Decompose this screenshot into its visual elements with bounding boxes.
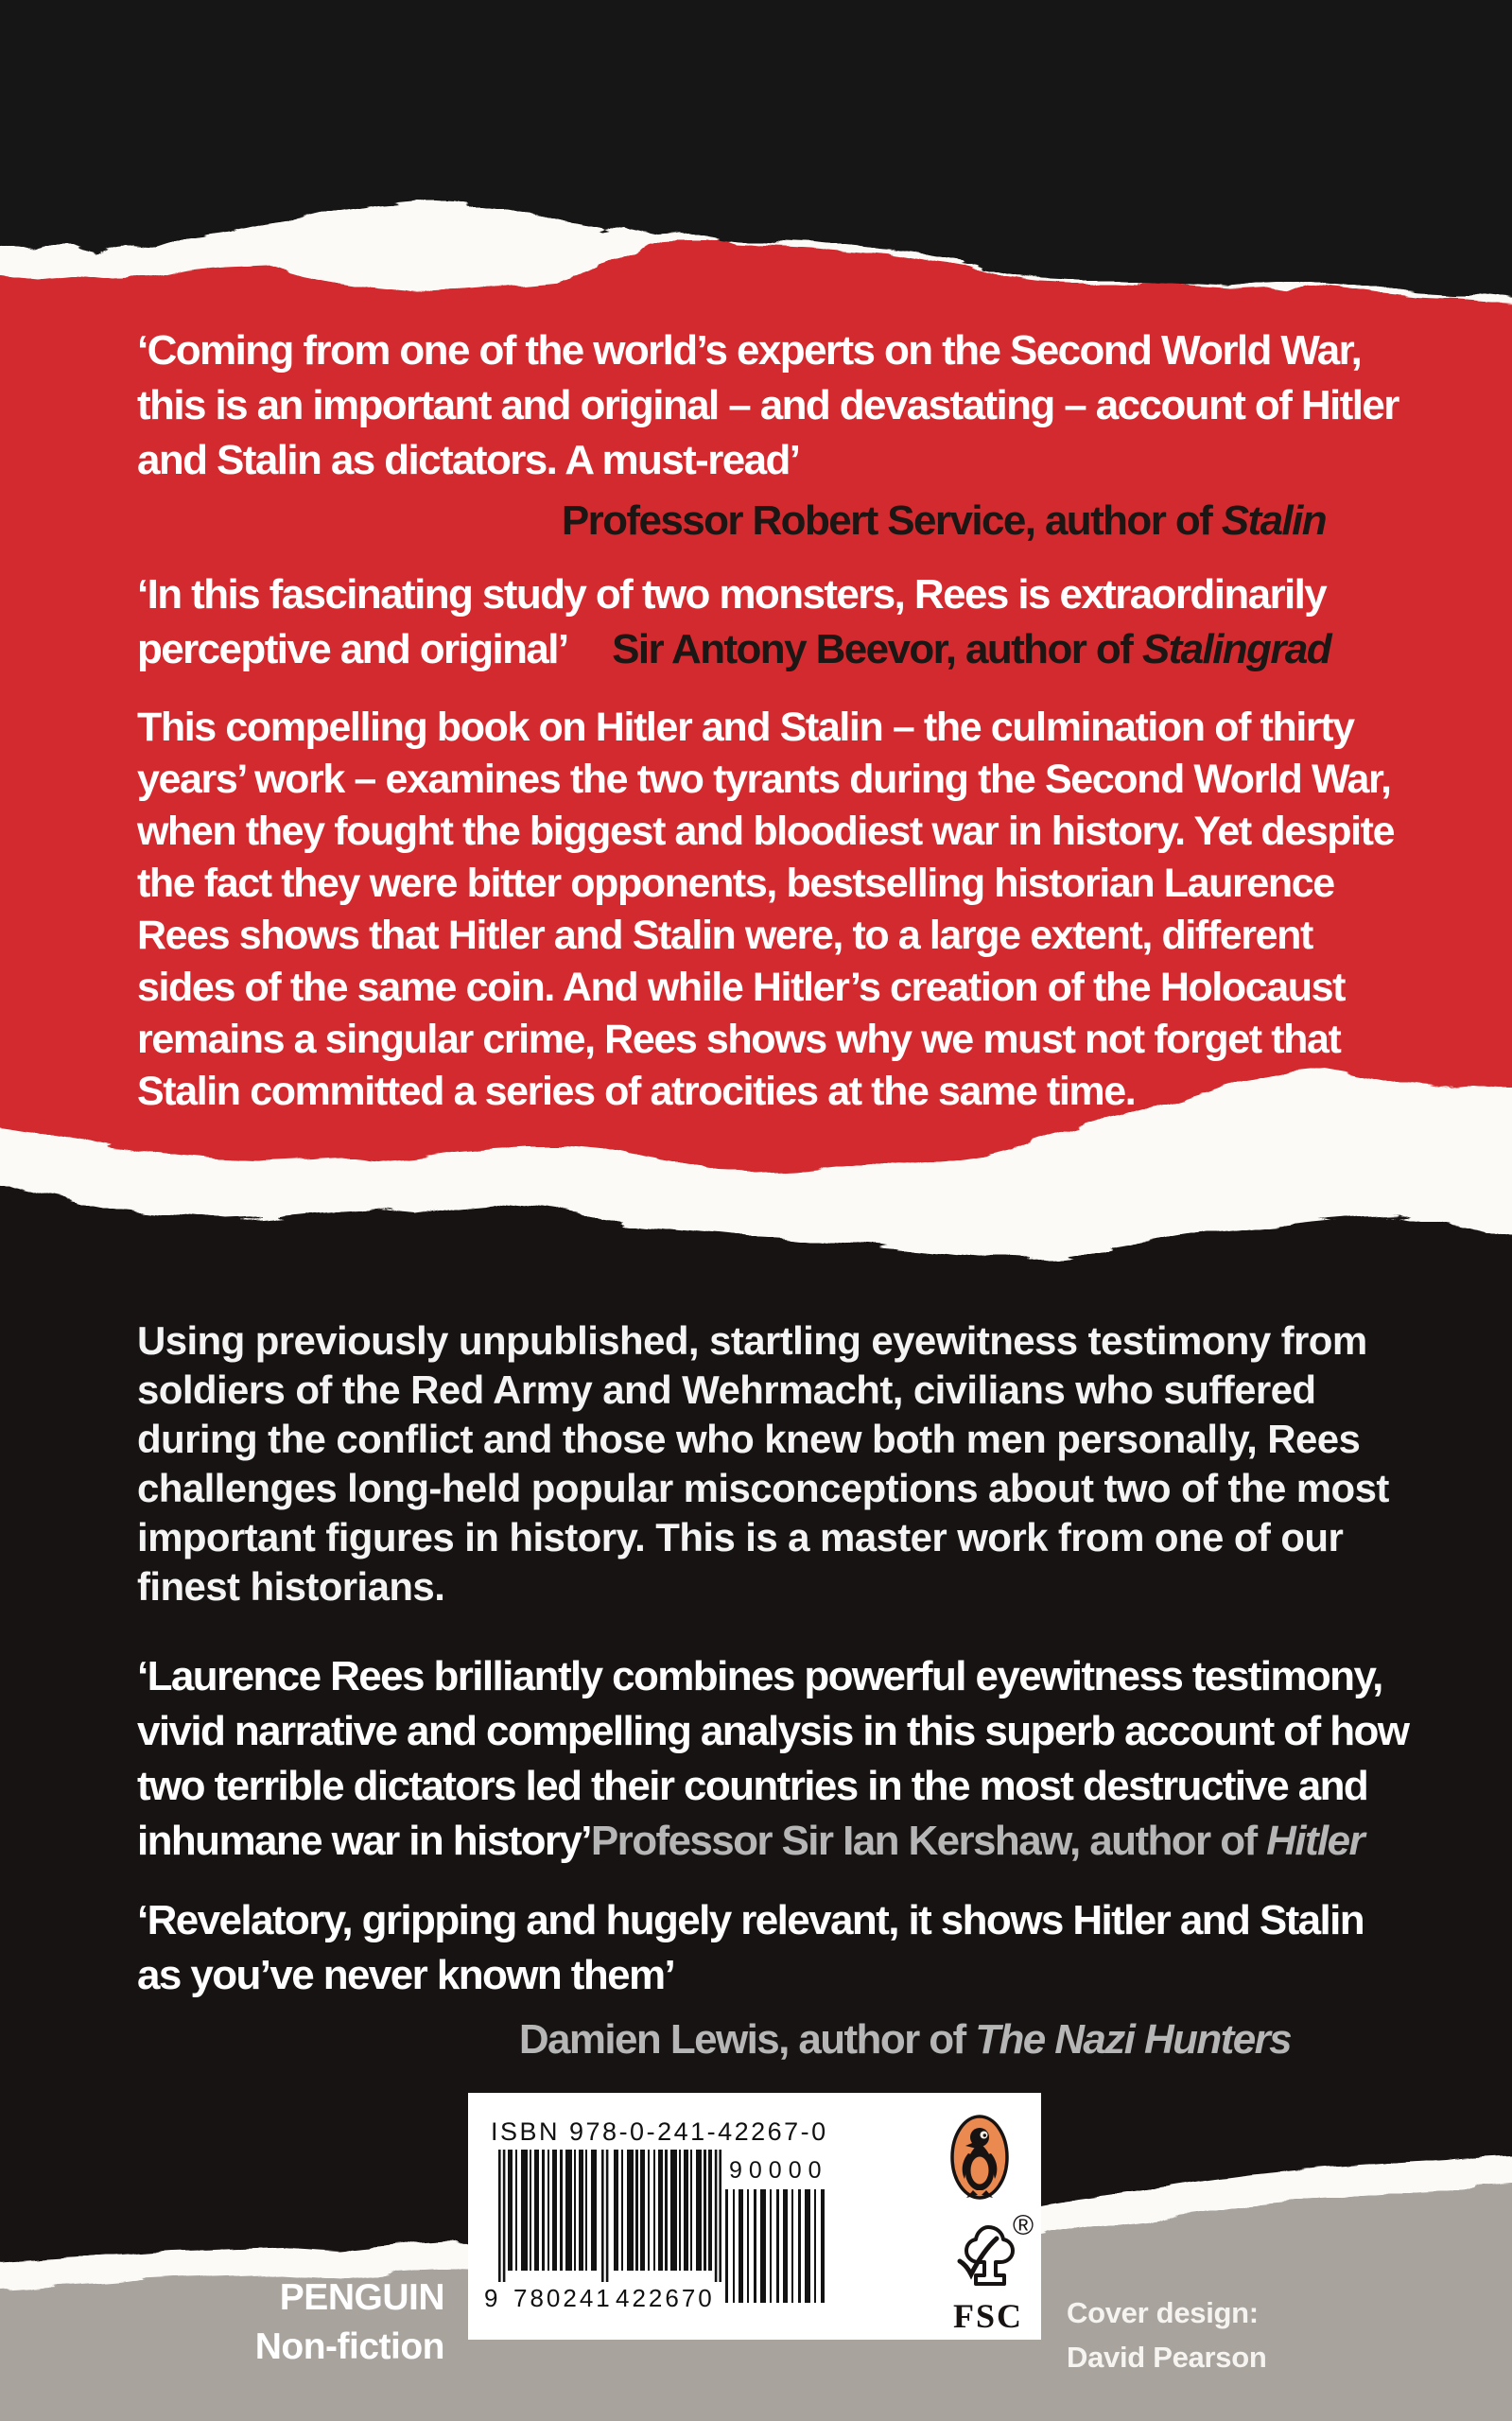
attribution-work-title: Stalingrad <box>1141 626 1330 672</box>
paragraph-line: important figures in history. This is a master work from one of our <box>137 1515 1344 1559</box>
ean-digit-group1: 780241 <box>513 2284 613 2310</box>
penguin-logo <box>946 2112 1014 2203</box>
attribution-work-title: The Nazi Hunters <box>975 2016 1291 2063</box>
black-section-paragraph <box>137 1316 1389 1611</box>
paragraph-line: This compelling book on Hitler and Stalin – the culmination of thirty <box>137 705 1354 750</box>
quote-damien-lewis <box>137 1893 1378 2067</box>
ean-digit-group2: 422670 <box>616 2284 715 2310</box>
attribution-robert-service <box>137 494 1378 549</box>
registered-mark: ® <box>1013 2210 1034 2241</box>
attribution-work-title: Hitler <box>1266 1818 1364 1864</box>
quote-antony-beevor <box>137 567 1378 677</box>
quote-line: vivid narrative and compelling analysis in this superb account of how <box>137 1708 1409 1754</box>
imprint-name: PENGUIN <box>279 2277 444 2318</box>
paragraph-line: Rees shows that Hitler and Stalin were, to a large extent, different <box>137 913 1312 958</box>
paragraph-line: soldiers of the Red Army and Wehrmacht, civilians who suffered <box>137 1367 1316 1412</box>
isbn-label: ISBN 978-0-241-42267-0 <box>491 2117 828 2146</box>
paragraph-line: Using previously unpublished, startling eyewitness testimony from <box>137 1318 1367 1363</box>
publisher-imprint <box>137 2273 444 2372</box>
paragraph-line: when they fought the biggest and bloodiest war in history. Yet despite <box>137 809 1395 854</box>
quote-line-with-attribution <box>137 1814 1378 1869</box>
attribution-antony-beevor <box>612 622 1330 677</box>
credit-label: Cover design: <box>1067 2296 1259 2329</box>
ean-addon-barcode <box>725 2155 831 2305</box>
quote-line-with-attribution <box>137 622 1378 677</box>
paragraph-line: during the conflict and those who knew both men personally, Rees <box>137 1417 1361 1461</box>
paragraph-line: challenges long-held popular misconceptions about two of the most <box>137 1466 1389 1510</box>
attribution-text: Damien Lewis, author of <box>518 2016 976 2063</box>
attribution-work-title: Stalin <box>1221 497 1326 544</box>
quote-line-text: inhumane war in history’ <box>137 1818 591 1864</box>
attribution-damien-lewis <box>137 2012 1378 2067</box>
fsc-label: FSC <box>952 2297 1024 2335</box>
paragraph-line: sides of the same coin. And while Hitler’s creation of the Holocaust <box>137 965 1346 1010</box>
quote-line: ‘In this fascinating study of two monsters, Rees is extraordinarily <box>137 571 1327 618</box>
quote-line: and Stalin as dictators. A must-read’ <box>137 437 800 483</box>
attribution-text: Sir Antony Beevor, author of <box>612 626 1142 672</box>
attribution-text: Professor Robert Service, author of <box>561 497 1222 544</box>
paragraph-line: years’ work – examines the two tyrants during the Second World War, <box>137 757 1391 802</box>
ean-barcode <box>483 2150 721 2310</box>
fsc-logo <box>943 2210 1034 2335</box>
quote-line: this is an important and original – and devastating – account of Hitler <box>137 382 1399 428</box>
attribution-ian-kershaw <box>591 1814 1364 1869</box>
quote-line: as you’ve never known them’ <box>137 1952 675 1998</box>
imprint-category: Non-fiction <box>254 2326 444 2367</box>
quote-line: ‘Revelatory, gripping and hugely relevant, it shows Hitler and Stalin <box>137 1897 1364 1943</box>
paragraph-line: finest historians. <box>137 1564 445 1609</box>
paragraph-line: Stalin committed a series of atrocities at the same time. <box>137 1069 1136 1114</box>
quote-line: ‘Coming from one of the world’s experts on the Second World War, <box>137 327 1362 374</box>
quote-robert-service <box>137 323 1399 549</box>
attribution-text: Professor Sir Ian Kershaw, author of <box>590 1818 1267 1864</box>
addon-digits: 90000 <box>729 2157 828 2184</box>
paragraph-line: remains a singular crime, Rees shows why we must not forget that <box>137 1017 1341 1062</box>
quote-ian-kershaw <box>137 1649 1409 1869</box>
red-section-paragraph <box>137 702 1395 1118</box>
barcode-box <box>468 2093 1041 2340</box>
quote-line: ‘Laurence Rees brilliantly combines powerful eyewitness testimony, <box>137 1653 1382 1699</box>
ean-digit-first: 9 <box>484 2284 498 2310</box>
cover-design-credit <box>1067 2290 1464 2379</box>
credit-designer: David Pearson <box>1067 2341 1267 2374</box>
quote-line-text: perceptive and original’ <box>137 626 568 672</box>
paragraph-line: the fact they were bitter opponents, bestselling historian Laurence <box>137 861 1334 906</box>
quote-line: two terrible dictators led their countries in the most destructive and <box>137 1763 1368 1809</box>
